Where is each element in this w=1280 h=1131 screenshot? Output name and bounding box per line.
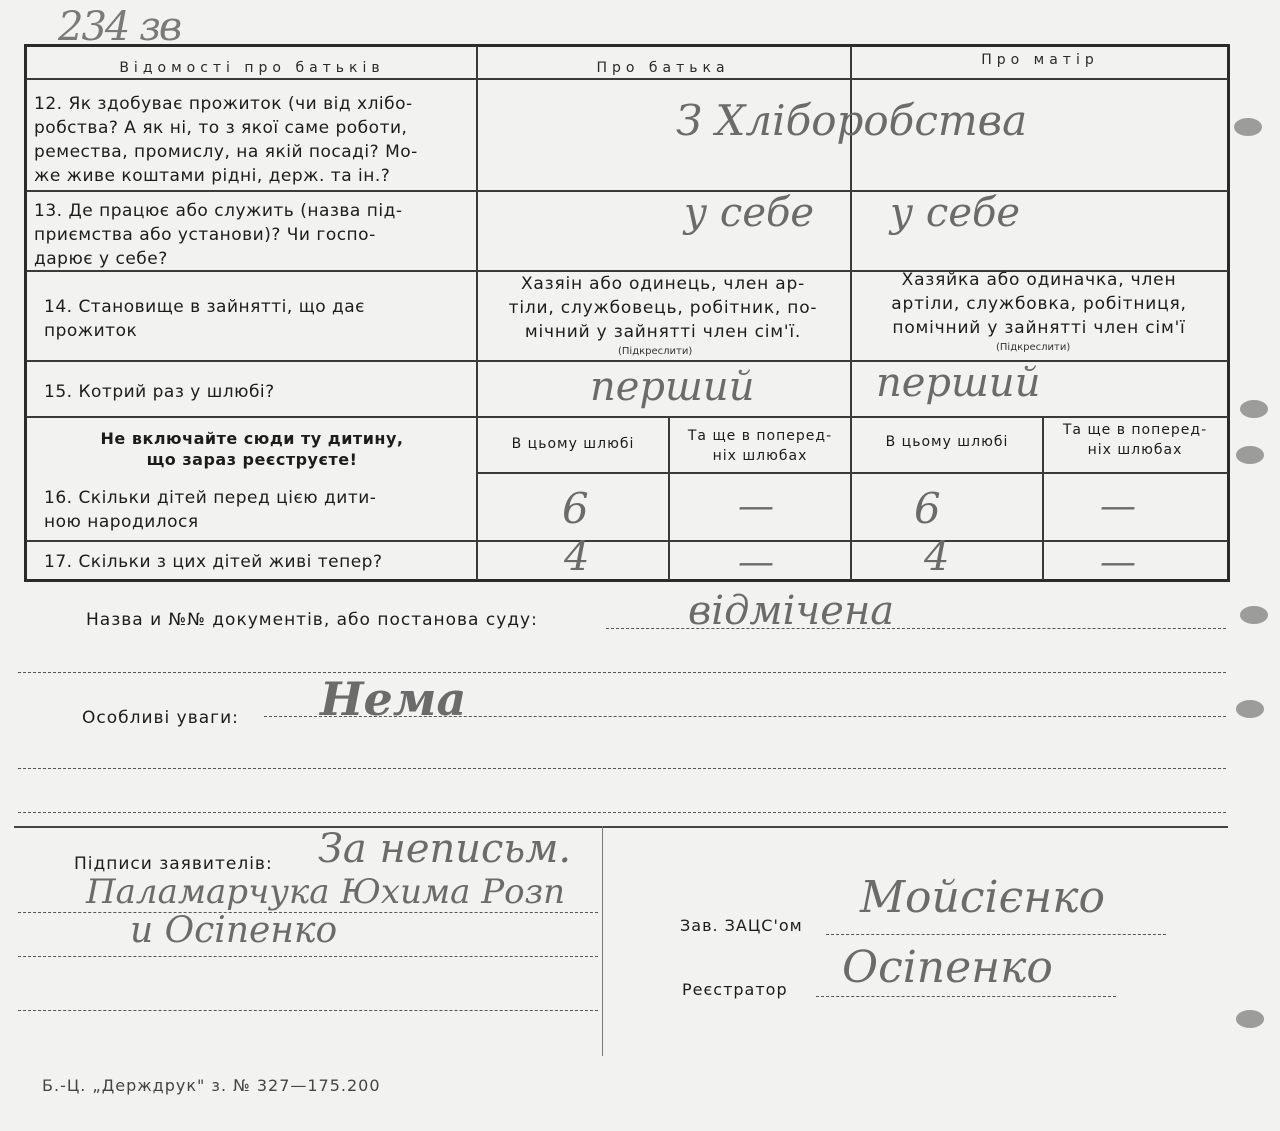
signature-line-2: Паламарчука Юхима Розп: [86, 872, 566, 912]
exclude-child-note: Не включайте сюди ту дитину, що зараз реєструєте!: [100, 429, 404, 469]
answer-16-father-prev: —: [738, 486, 774, 527]
subcol-father-prev-marriages: Та ще в поперед- ніх шлюбах: [687, 428, 833, 464]
answer-13-mother: у себе: [890, 190, 1021, 236]
remarks-value: Нема: [320, 672, 467, 726]
binding-mark: [1236, 700, 1264, 718]
bottom-section-divider: [602, 826, 603, 1056]
signature-line-3: и Осіпенко: [130, 910, 338, 951]
signatures-label: Підписи заявителів:: [74, 854, 273, 874]
remarks-line-3: [18, 812, 1226, 813]
binding-mark: [1240, 400, 1268, 418]
signature-line: [18, 912, 598, 913]
answer-16-father-this: 6: [562, 484, 589, 533]
signature-line-1: За неписьм.: [318, 826, 572, 872]
remarks-label: Особливі уваги:: [82, 708, 239, 728]
answer-15-father: перший: [590, 364, 755, 410]
answer-16-mother-prev: —: [1100, 486, 1136, 527]
question-17: 17. Скільки з цих дітей живі тепер?: [44, 552, 383, 572]
question-16: 16. Скільки дітей перед цією дити- ною народилося: [44, 488, 377, 532]
answer-17-father-prev: —: [738, 542, 774, 583]
underline-note-father: (Підкреслити): [618, 346, 693, 357]
printer-imprint: Б.-Ц. „Держдрук" з. № 327—175.200: [42, 1076, 381, 1095]
answer-17-mother-this: 4: [924, 534, 950, 580]
underline-note-mother: (Підкреслити): [996, 342, 1071, 353]
subcol-mother-this-marriage: В цьому шлюбі: [885, 434, 1009, 450]
answer-17-father-this: 4: [564, 534, 590, 580]
options-14-father: Хазяін або одинець, член ар- тіли, службовець, робітник, по- мічний у зайнятті член сім'ї.: [508, 274, 818, 342]
question-14: 14. Становище в зайнятті, що дає прожиток: [44, 297, 366, 341]
table-divider: [476, 46, 478, 580]
answer-16-mother-this: 6: [914, 484, 941, 533]
table-divider: [26, 540, 1228, 542]
question-15: 15. Котрий раз у шлюбі?: [44, 382, 275, 402]
head-signature: Мойсієнко: [860, 872, 1105, 923]
registrar-line: [816, 996, 1116, 997]
table-divider: [26, 416, 1228, 418]
question-13: 13. Де працює або служить (назва під- приємства або установи)? Чи госпо- дарює у себе?: [34, 201, 403, 269]
subcol-father-this-marriage: В цьому шлюбі: [511, 436, 635, 452]
binding-mark: [1236, 446, 1264, 464]
binding-mark: [1240, 606, 1268, 624]
question-12: 12. Як здобуває прожиток (чи від хлібо- робства? А як ні, то з якої саме роботи, ремества, промислу, на якій посаді? Мо- же живе коштами рідні, держ. та ін.?: [34, 94, 418, 186]
table-divider: [26, 360, 1228, 362]
binding-mark: [1234, 118, 1262, 136]
head-label: Зав. ЗАЦС'ом: [680, 916, 803, 935]
documents-label: Назва и №№ документів, або постанова суду:: [86, 610, 538, 630]
table-divider: [478, 472, 1228, 474]
options-14-mother: Хазяйка або одиначка, член артіли, службовка, робітниця, помічний у зайнятті член сім'ї: [891, 270, 1187, 338]
head-line: [826, 934, 1166, 935]
registrar-label: Реєстратор: [682, 980, 788, 999]
remarks-line-2: [18, 768, 1226, 769]
header-father: Про батька: [596, 60, 730, 76]
answer-13-father: у себе: [684, 190, 815, 236]
registrar-signature: Осіпенко: [842, 942, 1053, 993]
page-number: 234 зв: [58, 4, 181, 50]
binding-mark: [1236, 1010, 1264, 1028]
header-mother: Про матір: [981, 52, 1099, 68]
documents-line-2: [18, 672, 1226, 673]
documents-value: відмічена: [688, 588, 895, 634]
signature-line: [18, 1010, 598, 1011]
answer-15-mother: перший: [876, 360, 1041, 406]
answer-12-occupation: З Хліборобства: [676, 96, 1028, 145]
table-divider: [26, 78, 1228, 80]
header-parents-info: Відомості про батьків: [119, 60, 385, 76]
bottom-section-divider: [14, 826, 1228, 828]
table-divider: [26, 190, 1228, 192]
subcol-mother-prev-marriages: Та ще в поперед- ніх шлюбах: [1062, 422, 1208, 458]
answer-17-mother-prev: —: [1100, 542, 1136, 583]
signature-line: [18, 956, 598, 957]
